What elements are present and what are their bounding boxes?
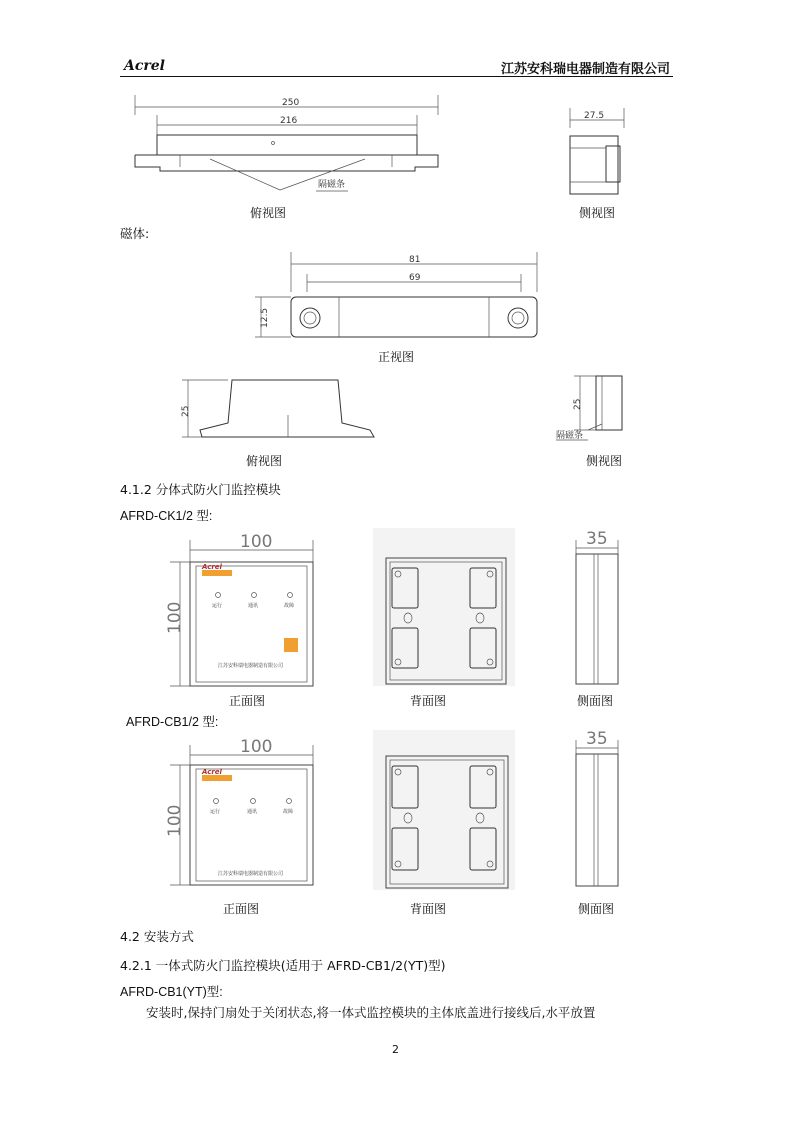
model-cb-label: AFRD-CB1/2 型: <box>126 715 219 729</box>
ck-back-drawing <box>370 528 520 688</box>
ck-brand: Acrel <box>202 563 222 571</box>
cb-front-drawing <box>160 735 320 895</box>
fig2-dim-inner: 69 <box>409 273 421 283</box>
cb-side-drawing <box>568 728 638 893</box>
ck-led1: 运行 <box>212 603 223 609</box>
ck-side-drawing <box>568 528 638 688</box>
fig1-caption-side: 侧视图 <box>579 206 616 220</box>
fig2-dim-height: 12.5 <box>260 307 270 328</box>
ck-cap-side: 侧面图 <box>577 694 614 708</box>
fig1-dim-inner: 216 <box>280 116 298 126</box>
page-number: 2 <box>392 1043 399 1056</box>
fig3-caption-side: 侧视图 <box>586 454 623 468</box>
header-rule <box>120 76 673 77</box>
ck-cap-back: 背面图 <box>410 694 447 708</box>
cb-led2: 通讯 <box>247 809 258 815</box>
fig1-top-view-drawing <box>130 95 450 200</box>
fig2-front-view-drawing <box>255 252 545 347</box>
fig3-side-view-drawing <box>558 372 638 447</box>
cb-cap-back: 背面图 <box>410 902 447 916</box>
fig3-callout: 隔磁条 <box>556 431 584 441</box>
ck-led3: 故障 <box>284 603 295 609</box>
fig2-dim-outer: 81 <box>409 255 421 265</box>
cb-company: 江苏安科瑞电器制造有限公司 <box>218 871 284 877</box>
cb-led3: 故障 <box>283 809 294 815</box>
header-brand: Acrel <box>124 58 165 74</box>
cb-side-w: 35 <box>586 729 608 749</box>
fig2-caption: 正视图 <box>378 350 415 364</box>
cb-led1: 运行 <box>210 809 221 815</box>
header-company: 江苏安科瑞电器制造有限公司 <box>500 62 670 77</box>
cb-brand: Acrel <box>202 768 222 776</box>
cb-cap-front: 正面图 <box>223 902 260 916</box>
cb-cap-side: 侧面图 <box>578 902 615 916</box>
ck-front-h: 100 <box>165 601 185 634</box>
fig1-dim-outer: 250 <box>282 98 300 108</box>
fig3-dim-height: 25 <box>181 405 191 417</box>
model-cbyt-label: AFRD-CB1(YT)型: <box>120 985 223 999</box>
fig3-caption-top: 俯视图 <box>246 454 283 468</box>
cb-front-w: 100 <box>240 737 273 757</box>
section-42-heading: 4.2 安装方式 <box>120 929 194 944</box>
ck-front-w: 100 <box>240 532 273 552</box>
model-ck-label: AFRD-CK1/2 型: <box>120 509 213 523</box>
ck-front-drawing <box>160 530 320 690</box>
ck-led2: 通讯 <box>248 603 259 609</box>
section-421-heading: 4.2.1 一体式防火门监控模块(适用于 AFRD-CB1/2(YT)型) <box>120 958 446 973</box>
fig1-side-dim: 27.5 <box>584 111 605 121</box>
cb-back-drawing <box>370 728 520 893</box>
fig1-caption-top: 俯视图 <box>250 206 287 220</box>
cb-front-h: 100 <box>165 804 185 837</box>
fig1-callout: 隔磁条 <box>318 180 346 190</box>
ck-side-w: 35 <box>586 529 608 549</box>
fig1-side-view-drawing <box>566 108 636 198</box>
ck-company: 江苏安科瑞电器制造有限公司 <box>218 663 284 669</box>
fig3-top-view-drawing <box>178 375 388 445</box>
body-paragraph: 安装时,保持门扇处于关闭状态,将一体式监控模块的主体底盖进行接线后,水平放置 <box>146 1005 596 1020</box>
magnet-label: 磁体: <box>120 226 150 241</box>
fig3-side-dim: 25 <box>573 398 583 410</box>
section-412-heading: 4.1.2 分体式防火门监控模块 <box>120 482 281 497</box>
ck-cap-front: 正面图 <box>229 694 266 708</box>
